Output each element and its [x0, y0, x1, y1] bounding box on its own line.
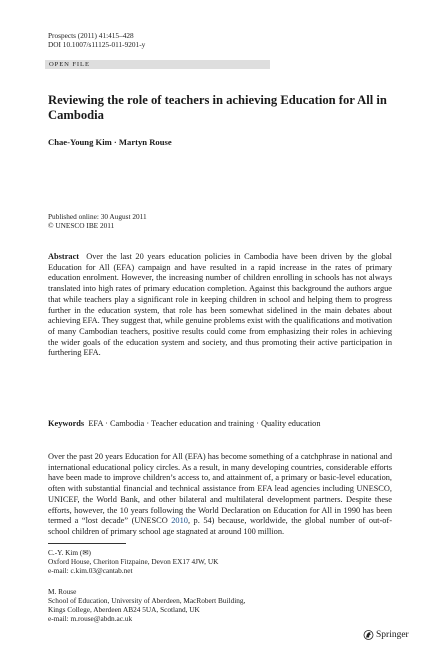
published-date: Published online: 30 August 2011: [48, 212, 147, 221]
copyright: © UNESCO IBE 2011: [48, 221, 115, 230]
abstract: [48, 252, 392, 359]
springer-horse-icon: [363, 630, 374, 640]
affiliation-name: M. Rouse: [48, 587, 77, 596]
author-list: Chae-Young Kim · Martyn Rouse: [48, 137, 172, 147]
affiliation-email[interactable]: e-mail: m.rouse@abdn.ac.uk: [48, 614, 133, 623]
publisher-logo: [363, 630, 409, 640]
affiliation-email[interactable]: e-mail: c.kim.03@cantab.net: [48, 566, 133, 575]
author-affiliation-kim: [48, 548, 218, 575]
keywords: [48, 418, 392, 429]
affiliation-name: C.-Y. Kim (✉): [48, 548, 91, 557]
keywords-text: EFA · Cambodia · Teacher education and training · Quality education: [88, 419, 321, 428]
section-label: OPEN FILE: [49, 61, 90, 68]
article-title: Reviewing the role of teachers in achieving Education for All in Cambodia: [48, 93, 387, 122]
affiliation-address-line2: Kings College, Aberdeen AB24 5UA, Scotland, UK: [48, 605, 200, 614]
affiliation-address-line1: School of Education, University of Aberdeen, MacRobert Building,: [48, 596, 246, 605]
keywords-heading: Keywords: [48, 419, 85, 428]
citation-link[interactable]: 2010: [171, 516, 188, 526]
affiliation-address: Oxford House, Cheriton Fitzpaine, Devon EX17 4JW, UK: [48, 557, 219, 566]
publication-info: [48, 212, 147, 230]
journal-header: [48, 31, 145, 49]
intro-text-end: , p. 54) because, worldwide, the global number of out-of-school children of primary school age stagnated at around 100 million.: [48, 516, 392, 536]
footnote-divider: [48, 543, 126, 544]
intro-text-start: Over the past 20 years Education for All (EFA) has become something of a catchphrase in national and international educational policy circles. As a result, in many developing countries, considerable efforts have been made to improve children’s access to, and attainment of, a primary or basic-level education, often with substantial financial and technical assistance from EFA lead agencies including UNESCO, UNICEF, the World Bank, and other bilateral and multilateral development partners. Despite these efforts, however, the 10 years following the World Declaration on Education for All in 1990 has been termed a “lost decade” (UNESCO: [48, 452, 392, 526]
intro-paragraph: [48, 452, 392, 538]
journal-citation: Prospects (2011) 41:415–428: [48, 31, 134, 40]
doi: DOI 10.1007/s11125-011-9201-y: [48, 40, 146, 49]
abstract-heading: Abstract: [48, 252, 80, 261]
section-ribbon: [45, 60, 270, 69]
publisher-name: Springer: [376, 630, 409, 640]
author-affiliation-rouse: [48, 587, 245, 623]
abstract-text: Over the last 20 years education policies in Cambodia have been driven by the global Education for All (EFA) campaign and have resulted in a rapid increase in the rates of primary education enrolment. However, the increasing number of children enrolling in schools has not always translated into high rates of primary education completion. Against this background the authors argue that while teachers play a significant role in keeping children in school and helping them to progress further in the education system, that role has been somewhat sidelined in the main debates about achieving EFA. They suggest that, while genuine problems exist with the qualifications and motivation of many Cambodian teachers, positive results could come from emphasizing their roles in achieving the wider goals of the education system and society, and thus promoting their active participation in furthering EFA.: [48, 252, 393, 358]
